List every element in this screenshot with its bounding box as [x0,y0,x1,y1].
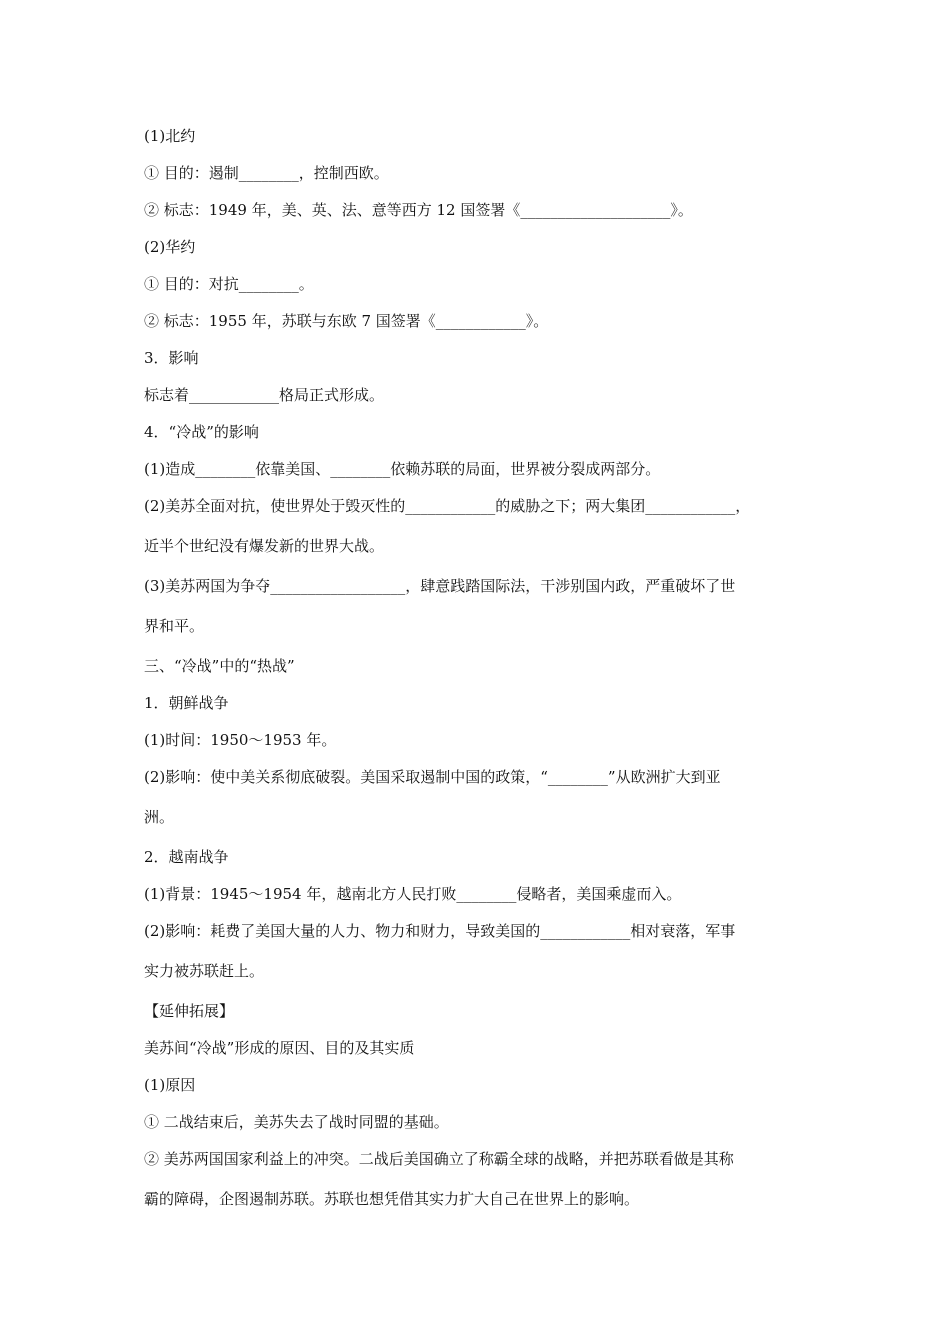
document-page [144,118,820,1221]
section-3-heading: 3．影响 [144,349,199,367]
warsaw-heading: (2)华约 [144,238,196,256]
vietnam-war-heading: 2．越南战争 [144,848,229,866]
effect-3-cont: 界和平。 [144,617,205,635]
vietnam-war-background: (1)背景：1945～1954 年，越南北方人民打败________侵略者，美国乘虚而入。 [144,885,682,903]
nato-sign: ② 标志：1949 年，美、英、法、意等西方 12 国签署《____________________》。 [144,201,693,219]
warsaw-sign: ② 标志：1955 年，苏联与东欧 7 国签署《____________》。 [144,312,549,330]
korean-war-time: (1)时间：1950～1953 年。 [144,731,337,749]
effect-2-cont: 近半个世纪没有爆发新的世界大战。 [144,537,385,555]
part-3-heading: 三、“冷战”中的“热战” [144,657,295,675]
extension-title: 美苏间“冷战”形成的原因、目的及其实质 [144,1039,415,1057]
korean-war-effect: (2)影响：使中美关系彻底破裂。美国采取遏制中国的政策，“________”从欧洲扩大到亚 [144,768,721,786]
cause-1: ① 二战结束后，美苏失去了战时同盟的基础。 [144,1113,449,1131]
korean-war-heading: 1．朝鲜战争 [144,694,229,712]
extension-heading: 【延伸拓展】 [144,1002,235,1020]
vietnam-war-effect-cont: 实力被苏联赶上。 [144,962,265,980]
korean-war-effect-cont: 洲。 [144,808,175,826]
cause-2-cont: 霸的障碍，企图遏制苏联。苏联也想凭借其实力扩大自己在世界上的影响。 [144,1190,640,1208]
effect-3: (3)美苏两国为争夺__________________，肆意践踏国际法，干涉别国内政，严重破坏了世 [144,577,736,595]
vietnam-war-effect: (2)影响：耗费了美国大量的人力、物力和财力，导致美国的____________相对衰落，军事 [144,922,736,940]
cause-2: ② 美苏两国国家利益上的冲突。二战后美国确立了称霸全球的战略，并把苏联看做是其称 [144,1150,734,1168]
cause-heading: (1)原因 [144,1076,196,1094]
nato-heading: (1)北约 [144,127,196,145]
effect-2: (2)美苏全面对抗，使世界处于毁灭性的____________的威胁之下；两大集团____________， [144,497,751,515]
section-3-text: 标志着____________格局正式形成。 [144,386,385,404]
section-4-heading: 4．“冷战”的影响 [144,423,259,441]
effect-1: (1)造成________依靠美国、________依赖苏联的局面，世界被分裂成两部分。 [144,460,661,478]
nato-purpose: ① 目的：遏制________，控制西欧。 [144,164,389,182]
warsaw-purpose: ① 目的：对抗________。 [144,275,314,293]
